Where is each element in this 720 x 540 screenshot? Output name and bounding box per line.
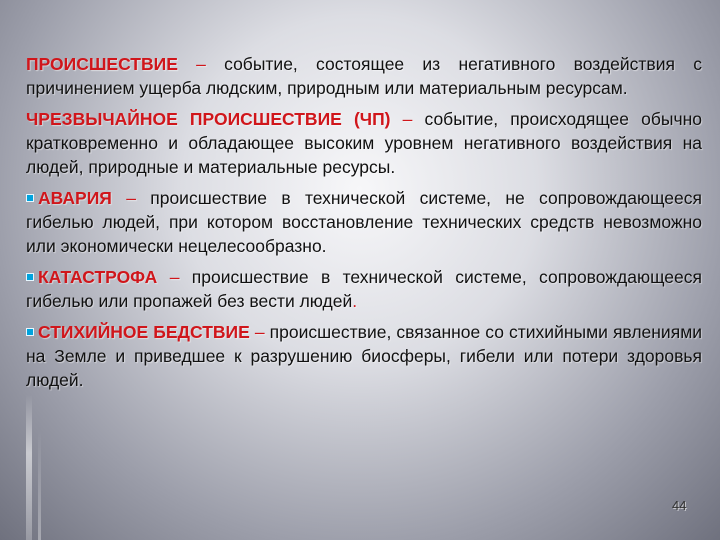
definition-text: происшествие в технической системе, сопровождающееся гибелью или пропажей без вести людей [26, 267, 702, 311]
decorative-light-bar [26, 395, 32, 540]
term-catastrophe: КАТАСТРОФА [38, 267, 158, 287]
term-accident: АВАРИЯ [38, 188, 112, 208]
definition-catastrophe [26, 265, 702, 313]
definition-text: происшествие в технической системе, не сопровождающееся гибелью людей, при котором восстановление технических средств невозможно или экономически нецелесообразно. [26, 188, 702, 256]
bullet-square-icon [26, 194, 34, 202]
definition-period: . [352, 291, 358, 311]
term-dash: – [254, 322, 265, 342]
term-dash: – [126, 188, 136, 208]
definition-incident [26, 52, 702, 100]
definitions-list [26, 52, 702, 399]
page-number: 44 [672, 498, 687, 513]
term-emergency: ЧРЕЗВЫЧАЙНОЕ ПРОИСШЕСТВИЕ (ЧП) [26, 109, 391, 129]
decorative-light-bar-thin [38, 430, 41, 540]
bullet-square-icon [26, 273, 34, 281]
term-dash: – [402, 109, 413, 129]
definition-accident [26, 186, 702, 258]
definition-text: происшествие, связанное со стихийными явлениями на Земле и приведшее к разрушению биосферы, гибели или потери здоровья людей. [26, 322, 702, 390]
definition-text: событие, происходящее обычно кратковременно и обладающее высоким уровнем негативного воздействия на людей, природные и материальные ресурсы. [26, 109, 702, 177]
bullet-square-icon [26, 328, 34, 336]
term-dash: – [196, 54, 206, 74]
definition-natural-disaster [26, 320, 702, 392]
definition-text: событие, состоящее из негативного воздействия с причинением ущерба людским, природным или материальным ресурсам. [26, 54, 702, 98]
term-dash: – [169, 267, 180, 287]
term-incident: ПРОИСШЕСТВИЕ [26, 54, 178, 74]
term-natural-disaster: СТИХИЙНОЕ БЕДСТВИЕ [38, 322, 250, 342]
definition-emergency [26, 107, 702, 179]
